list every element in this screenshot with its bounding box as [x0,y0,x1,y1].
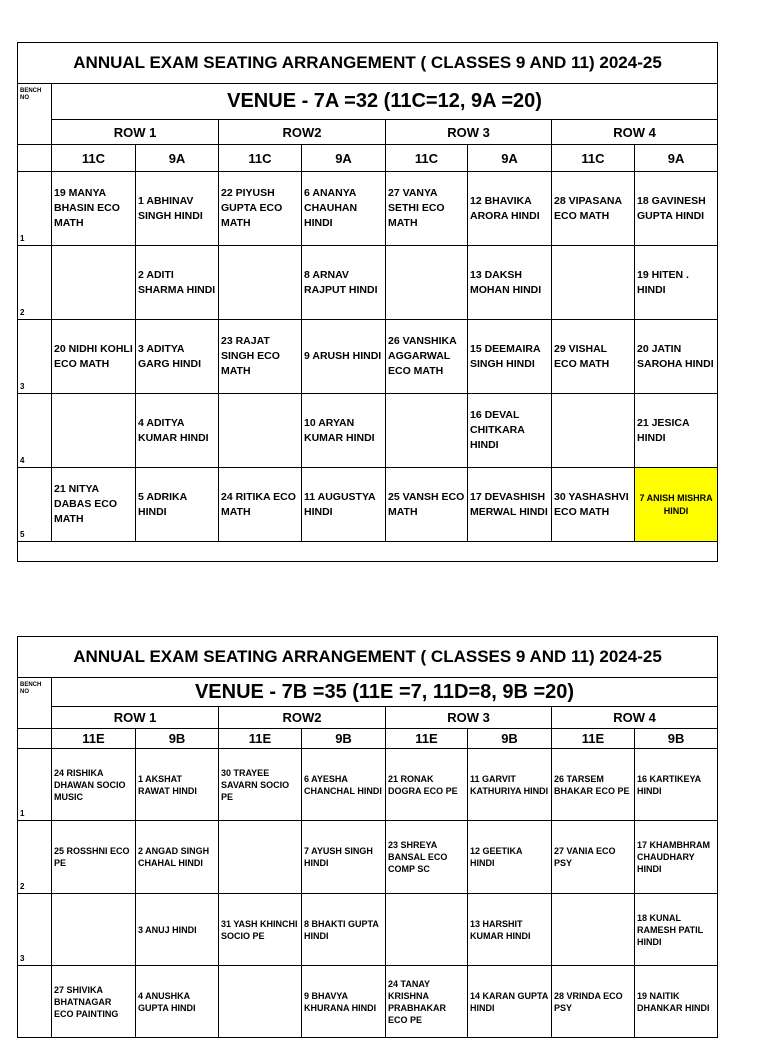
seat-cell: 13 HARSHIT KUMAR HINDI [468,894,552,966]
seat-cell: 6 ANANYA CHAUHAN HINDI [302,172,386,246]
class-header: 9B [136,729,219,749]
seat-cell: 19 MANYA BHASIN ECO MATH [52,172,136,246]
bench-row [18,821,718,894]
seat-cell: 6 AYESHA CHANCHAL HINDI [302,749,386,821]
seat-cell: 14 KARAN GUPTA HINDI [468,966,552,1038]
seating-table-7a [17,42,718,562]
seat-cell: 19 NAITIK DHANKAR HINDI [635,966,718,1038]
row-header: ROW 4 [552,120,718,145]
seat-cell: 19 HITEN . HINDI [635,246,718,320]
bench-row [18,172,718,246]
seat-cell [552,246,635,320]
bench-row [18,966,718,1038]
seat-cell: 27 VANYA SETHI ECO MATH [386,172,468,246]
seat-cell: 18 KUNAL RAMESH PATIL HINDI [635,894,718,966]
seat-cell [386,246,468,320]
bench-number: 2 [18,821,52,894]
seat-cell [52,394,136,468]
seating-table-7b [17,636,718,1038]
bench-number: 1 [18,172,52,246]
bench-row [18,468,718,542]
class-header: 11E [386,729,468,749]
seat-cell: 23 SHREYA BANSAL ECO COMP SC [386,821,468,894]
seat-cell [219,394,302,468]
seat-cell: 16 DEVAL CHITKARA HINDI [468,394,552,468]
seat-cell [52,894,136,966]
row-header: ROW2 [219,120,386,145]
bench-row [18,320,718,394]
seat-cell: 25 VANSH ECO MATH [386,468,468,542]
seat-cell [219,246,302,320]
seat-cell [219,966,302,1038]
class-header: 11E [219,729,302,749]
seat-cell: 17 KHAMBHRAM CHAUDHARY HINDI [635,821,718,894]
seat-cell: 26 TARSEM BHAKAR ECO PE [552,749,635,821]
sheet-title: ANNUAL EXAM SEATING ARRANGEMENT ( CLASSES 9 AND 11) 2024-25 [18,637,718,678]
seat-cell: 18 GAVINESH GUPTA HINDI [635,172,718,246]
bench-number [18,966,52,1038]
seat-cell: 12 GEETIKA HINDI [468,821,552,894]
seat-cell: 30 TRAYEE SAVARN SOCIO PE [219,749,302,821]
seat-cell: 24 RISHIKA DHAWAN SOCIO MUSIC [52,749,136,821]
seat-cell: 20 JATIN SAROHA HINDI [635,320,718,394]
seat-cell: 4 ADITYA KUMAR HINDI [136,394,219,468]
seat-cell: 21 RONAK DOGRA ECO PE [386,749,468,821]
class-header: 9A [136,145,219,172]
venue-title: VENUE - 7B =35 (11E =7, 11D=8, 9B =20) [52,678,718,707]
bench-number: 5 [18,468,52,542]
seat-cell [52,246,136,320]
bench-number: 1 [18,749,52,821]
seat-cell: 4 ANUSHKA GUPTA HINDI [136,966,219,1038]
row-header: ROW 3 [386,120,552,145]
seat-cell: 28 VRINDA ECO PSY [552,966,635,1038]
seat-cell: 20 NIDHI KOHLI ECO MATH [52,320,136,394]
seat-cell: 21 JESICA HINDI [635,394,718,468]
seat-cell: 15 DEEMAIRA SINGH HINDI [468,320,552,394]
seat-cell [552,894,635,966]
row-header: ROW2 [219,707,386,729]
seat-cell: 24 TANAY KRISHNA PRABHAKAR ECO PE [386,966,468,1038]
seat-cell: 11 GARVIT KATHURIYA HINDI [468,749,552,821]
seat-cell [386,394,468,468]
footer-spacer [18,542,718,562]
seat-cell: 24 RITIKA ECO MATH [219,468,302,542]
seat-cell: 3 ADITYA GARG HINDI [136,320,219,394]
seat-cell: 23 RAJAT SINGH ECO MATH [219,320,302,394]
bench-row [18,394,718,468]
bench-number: 3 [18,894,52,966]
seat-cell: 28 VIPASANA ECO MATH [552,172,635,246]
seat-cell: 29 VISHAL ECO MATH [552,320,635,394]
bench-number: 2 [18,246,52,320]
seat-cell: 1 AKSHAT RAWAT HINDI [136,749,219,821]
bench-number: 4 [18,394,52,468]
seat-cell: 17 DEVASHISH MERWAL HINDI [468,468,552,542]
seat-cell: 25 ROSSHNI ECO PE [52,821,136,894]
class-header: 9B [468,729,552,749]
bench-no-header: BENCH NO [18,84,52,145]
seat-cell: 11 AUGUSTYA HINDI [302,468,386,542]
class-header: 9A [302,145,386,172]
seat-cell: 2 ANGAD SINGH CHAHAL HINDI [136,821,219,894]
row-header: ROW 4 [552,707,718,729]
seat-cell: 2 ADITI SHARMA HINDI [136,246,219,320]
class-header: 11E [552,729,635,749]
bench-row [18,749,718,821]
seat-cell: 16 KARTIKEYA HINDI [635,749,718,821]
bench-no-header: BENCH NO [18,678,52,729]
sheet-title: ANNUAL EXAM SEATING ARRANGEMENT ( CLASSES 9 AND 11) 2024-25 [18,43,718,84]
seat-cell [386,894,468,966]
class-header: 9B [302,729,386,749]
class-header: 11E [52,729,136,749]
seat-cell: 27 VANIA ECO PSY [552,821,635,894]
seat-cell: 5 ADRIKA HINDI [136,468,219,542]
seat-cell: 1 ABHINAV SINGH HINDI [136,172,219,246]
bench-row [18,246,718,320]
seat-cell: 8 BHAKTI GUPTA HINDI [302,894,386,966]
class-header: 9A [635,145,718,172]
row-header: ROW 1 [52,707,219,729]
seat-cell [552,394,635,468]
blank-cell [18,145,52,172]
bench-number: 3 [18,320,52,394]
seat-cell: 26 VANSHIKA AGGARWAL ECO MATH [386,320,468,394]
class-header: 11C [386,145,468,172]
seat-cell: 22 PIYUSH GUPTA ECO MATH [219,172,302,246]
class-header: 9B [635,729,718,749]
row-header: ROW 3 [386,707,552,729]
seat-cell: 12 BHAVIKA ARORA HINDI [468,172,552,246]
highlighted-seat-cell: 7 ANISH MISHRA HINDI [635,468,718,542]
seat-cell: 3 ANUJ HINDI [136,894,219,966]
seat-cell: 9 ARUSH HINDI [302,320,386,394]
blank-cell [18,729,52,749]
class-header: 11C [52,145,136,172]
class-header: 9A [468,145,552,172]
seat-cell [219,821,302,894]
seat-cell: 9 BHAVYA KHURANA HINDI [302,966,386,1038]
seat-cell: 10 ARYAN KUMAR HINDI [302,394,386,468]
seat-cell: 13 DAKSH MOHAN HINDI [468,246,552,320]
seat-cell: 8 ARNAV RAJPUT HINDI [302,246,386,320]
class-header: 11C [552,145,635,172]
seat-cell: 21 NITYA DABAS ECO MATH [52,468,136,542]
seat-cell: 30 YASHASHVI ECO MATH [552,468,635,542]
seat-cell: 7 AYUSH SINGH HINDI [302,821,386,894]
venue-title: VENUE - 7A =32 (11C=12, 9A =20) [52,84,718,120]
class-header: 11C [219,145,302,172]
bench-row [18,894,718,966]
seat-cell: 31 YASH KHINCHI SOCIO PE [219,894,302,966]
row-header: ROW 1 [52,120,219,145]
seat-cell: 27 SHIVIKA BHATNAGAR ECO PAINTING [52,966,136,1038]
